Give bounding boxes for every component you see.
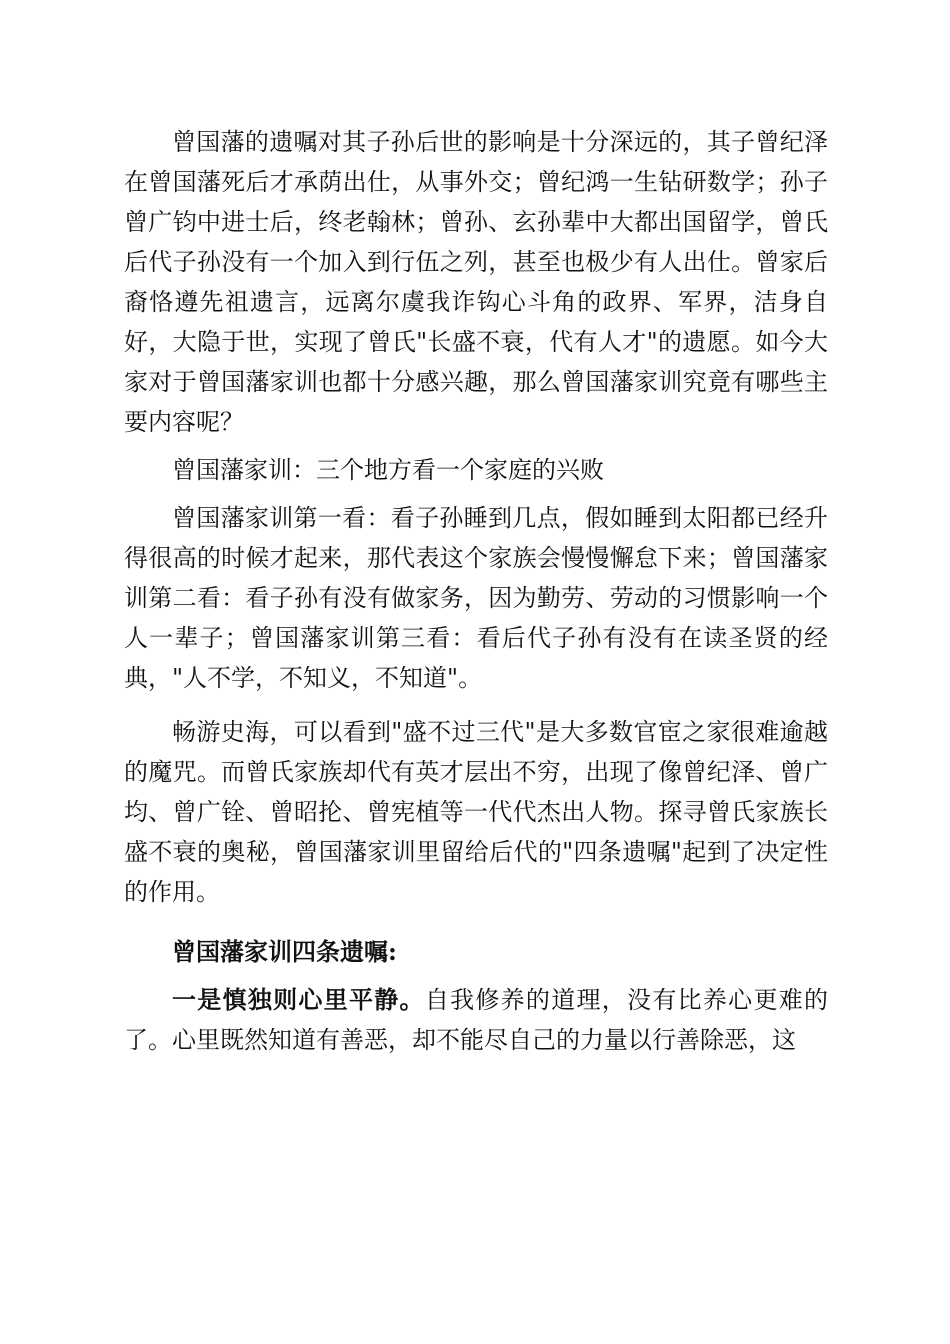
document-body: [124, 122, 828, 1060]
paragraph-history: 畅游史海，可以看到"盛不过三代"是大多数官宦之家很难逾越的魔咒。而曾氏家族却代有英才层出不穷，出现了像曾纪泽、曾广均、曾广铨、曾昭抡、曾宪植等一代代杰出人物。探寻曾氏家族长盛不衰的奥秘，曾国藩家训里留给后代的"四条遗嘱"起到了决定性的作用。: [124, 718, 828, 906]
item-1-title: 一是慎独则心里平静。: [172, 985, 425, 1014]
paragraph-intro: 曾国藩的遗嘱对其子孙后世的影响是十分深远的，其子曾纪泽在曾国藩死后才承荫出仕，从事外交；曾纪鸿一生钻研数学；孙子曾广钧中进士后，终老翰林；曾孙、玄孙辈中大都出国留学，曾氏后代子孙没有一个加入到行伍之列，甚至也极少有人出仕。曾家后裔恪遵先祖遗言，远离尔虞我诈钩心斗角的政界、军界，洁身自好，大隐于世，实现了曾氏"长盛不衰，代有人才"的遗愿。如今大家对于曾国藩家训也都十分感兴趣，那么曾国藩家训究竟有哪些主要内容呢？: [124, 128, 828, 436]
paragraph-subtitle: 曾国藩家训：三个地方看一个家庭的兴败: [172, 456, 604, 484]
paragraph-item-1: [124, 980, 828, 1060]
item-1-body: 自我修养的道理，没有比养心更难的了。心里既然知道有善恶，却不能尽自己的力量以行善除恶，这: [124, 986, 829, 1054]
paragraph-three-looks: 曾国藩家训第一看：看子孙睡到几点，假如睡到太阳都已经升得很高的时候才起来，那代表这个家族会慢慢懈怠下来；曾国藩家训第二看：看子孙有没有做家务，因为勤劳、劳动的习惯影响一个人一辈子；曾国藩家训第三看：看后代子孙有没有在读圣贤的经典，"人不学，不知义，不知道"。: [124, 504, 828, 692]
section-heading: 曾国藩家训四条遗嘱:: [172, 937, 397, 966]
